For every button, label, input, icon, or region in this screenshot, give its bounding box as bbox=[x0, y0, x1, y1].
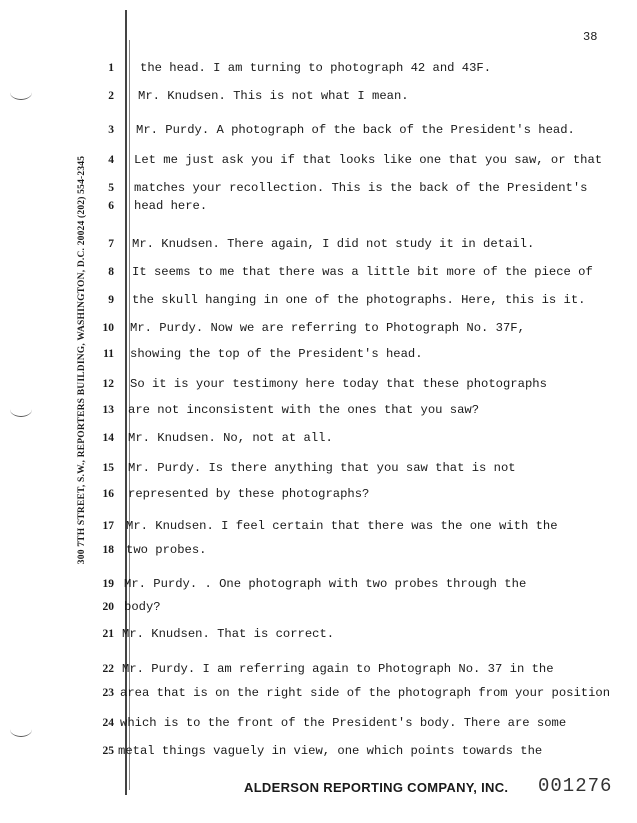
transcript-line: showing the top of the President's head. bbox=[130, 347, 423, 361]
line-number: 20 bbox=[102, 601, 114, 613]
transcript-line: area that is on the right side of the photograph from your position bbox=[120, 686, 611, 700]
transcript-line: Mr. Knudsen. This is not what I mean. bbox=[138, 89, 409, 103]
transcript-line: Mr. Purdy. . One photograph with two probes through the bbox=[124, 577, 527, 591]
line-number: 16 bbox=[102, 488, 114, 500]
transcript-line: So it is your testimony here today that these photographs bbox=[130, 377, 547, 391]
transcript-line: are not inconsistent with the ones that you saw? bbox=[128, 403, 480, 417]
line-number: 6 bbox=[108, 200, 114, 212]
transcript-line: Mr. Purdy. Is there anything that you saw that is not bbox=[128, 461, 516, 475]
line-number: 14 bbox=[102, 432, 114, 444]
transcript-line: matches your recollection. This is the back of the President's bbox=[134, 181, 588, 195]
line-number: 18 bbox=[102, 544, 114, 556]
line-number: 17 bbox=[102, 520, 114, 532]
transcript-line: It seems to me that there was a little bit more of the piece of bbox=[132, 265, 593, 279]
transcript-line: body? bbox=[124, 600, 161, 614]
transcript-line: Mr. Knudsen. I feel certain that there was the one with the bbox=[126, 519, 558, 533]
transcript-line: metal things vaguely in view, one which points towards the bbox=[118, 744, 543, 758]
line-number: 21 bbox=[102, 628, 114, 640]
line-number: 5 bbox=[108, 182, 114, 194]
line-number: 3 bbox=[108, 124, 114, 136]
binder-hole-mark bbox=[10, 722, 32, 737]
line-number: 13 bbox=[102, 404, 114, 416]
line-number: 23 bbox=[102, 687, 114, 699]
line-number: 25 bbox=[102, 745, 114, 757]
line-number: 9 bbox=[108, 294, 114, 306]
transcript-line: Mr. Knudsen. No, not at all. bbox=[128, 431, 333, 445]
line-number: 15 bbox=[102, 462, 114, 474]
binder-hole-mark bbox=[10, 402, 32, 417]
transcript-line: two probes. bbox=[126, 543, 207, 557]
transcript-line: Mr. Knudsen. That is correct. bbox=[122, 627, 335, 641]
transcript-line: Mr. Purdy. A photograph of the back of the President's head. bbox=[136, 123, 575, 137]
line-number: 8 bbox=[108, 266, 114, 278]
line-number: 7 bbox=[108, 238, 114, 250]
transcript-line: head here. bbox=[134, 199, 208, 213]
transcript-line: represented by these photographs? bbox=[128, 487, 370, 501]
left-margin-rule bbox=[125, 10, 127, 795]
transcript-line: which is to the front of the President's body. There are some bbox=[120, 716, 567, 730]
bates-number-stamp: 001276 bbox=[538, 775, 613, 797]
transcript-line: Mr. Purdy. I am referring again to Photograph No. 37 in the bbox=[122, 662, 554, 676]
binder-hole-mark bbox=[10, 85, 32, 100]
line-number: 19 bbox=[102, 578, 114, 590]
transcript-line: Mr. Purdy. Now we are referring to Photograph No. 37F, bbox=[130, 321, 525, 335]
line-number: 24 bbox=[102, 717, 114, 729]
line-number: 4 bbox=[108, 154, 114, 166]
reporting-company-footer: ALDERSON REPORTING COMPANY, INC. bbox=[244, 780, 509, 795]
line-number: 11 bbox=[103, 348, 114, 360]
transcript-line: Let me just ask you if that looks like one that you saw, or that bbox=[134, 153, 603, 167]
line-number: 10 bbox=[102, 322, 114, 334]
line-number: 12 bbox=[102, 378, 114, 390]
line-number: 22 bbox=[102, 663, 114, 675]
page-number: 38 bbox=[583, 30, 598, 44]
transcript-line: Mr. Knudsen. There again, I did not study it in detail. bbox=[132, 237, 535, 251]
transcript-line: the head. I am turning to photograph 42 and 43F. bbox=[140, 61, 492, 75]
transcript-line: the skull hanging in one of the photographs. Here, this is it. bbox=[132, 293, 586, 307]
line-number: 2 bbox=[108, 90, 114, 102]
reporter-address-text: 300 7TH STREET, S.W., REPORTERS BUILDING, WASHINGTON, D.C. 20024 (202) 554-2345 bbox=[77, 155, 87, 565]
line-number: 1 bbox=[108, 62, 114, 74]
